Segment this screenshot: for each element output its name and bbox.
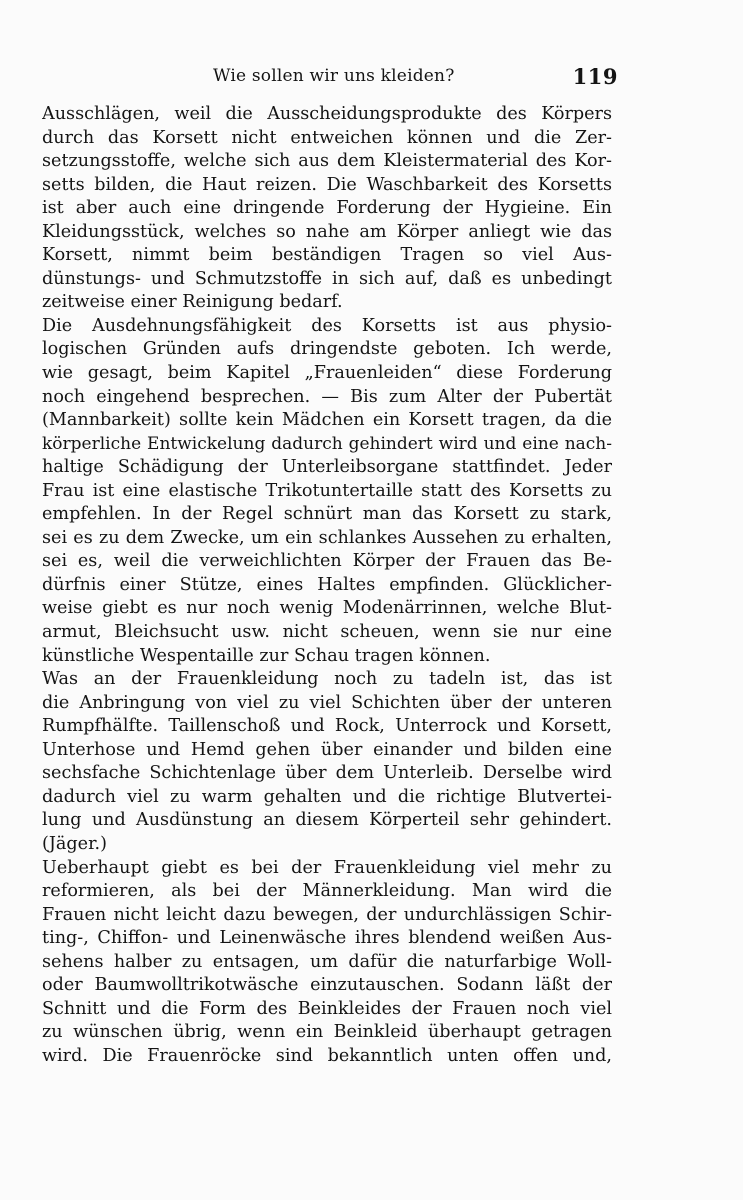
text-line: ist aber auch eine dringende Forderung der Hygieine. Ein xyxy=(42,198,612,219)
text-line: empfehlen. In der Regel schnürt man das Korsett zu stark, xyxy=(42,504,612,525)
body-text xyxy=(42,103,612,1068)
text-line: künstliche Wespentaille zur Schau tragen können. xyxy=(42,645,491,666)
text-line: sei es zu dem Zwecke, um ein schlankes Aussehen zu erhalten, xyxy=(42,527,612,548)
text-line: setzungsstoffe, welche sich aus dem Kleistermaterial des Kor- xyxy=(42,151,612,172)
text-line: wird. Die Frauenröcke sind bekanntlich unten offen und, xyxy=(42,1045,612,1066)
text-line: logischen Gründen aufs dringendste geboten. Ich werde, xyxy=(42,339,612,360)
text-line: wie gesagt, beim Kapitel „Frauenleiden“ diese Forderung xyxy=(42,363,612,384)
text-line: sei es, weil die verweichlichten Körper der Frauen das Be- xyxy=(42,551,612,572)
text-line: zeitweise einer Reinigung bedarf. xyxy=(42,292,343,313)
text-line: (Jäger.) xyxy=(42,833,108,854)
page-number: 119 xyxy=(572,64,618,89)
text-line: oder Baumwolltrikotwäsche einzutauschen. Sodann läßt der xyxy=(42,975,612,996)
text-line: setts bilden, die Haut reizen. Die Waschbarkeit des Korsetts xyxy=(42,174,612,195)
text-line: Schnitt und die Form des Beinkleides der Frauen noch viel xyxy=(42,998,612,1019)
text-line: die Anbringung von viel zu viel Schichten über der unteren xyxy=(42,692,612,713)
text-line: zu wünschen übrig, wenn ein Beinkleid überhaupt getragen xyxy=(42,1022,612,1043)
text-line: dürfnis einer Stütze, eines Haltes empfinden. Glücklicher- xyxy=(42,574,612,595)
text-line: noch eingehend besprechen. — Bis zum Alter der Pubertät xyxy=(42,386,612,407)
text-line: sehens halber zu entsagen, um dafür die naturfarbige Woll- xyxy=(42,951,612,972)
text-line: Frauen nicht leicht dazu bewegen, der undurchlässigen Schir- xyxy=(42,904,612,925)
text-line: Frau ist eine elastische Trikotuntertaille statt des Korsetts zu xyxy=(42,480,612,501)
text-line: Kleidungsstück, welches so nahe am Körper anliegt wie das xyxy=(42,221,612,242)
text-line: Ausschlägen, weil die Ausscheidungsprodukte des Körpers xyxy=(42,104,612,124)
text-line: Unterhose und Hemd gehen über einander und bilden eine xyxy=(42,739,612,760)
text-line: Die Ausdehnungsfähigkeit des Korsetts ist aus physio- xyxy=(42,315,612,336)
text-line: weise giebt es nur noch wenig Modenärrinnen, welche Blut- xyxy=(42,598,612,619)
text-line: Ueberhaupt giebt es bei der Frauenkleidung viel mehr zu xyxy=(42,857,612,878)
text-line: (Mannbarkeit) sollte kein Mädchen ein Korsett tragen, da die xyxy=(42,410,612,431)
running-title: Wie sollen wir uns kleiden? xyxy=(213,66,455,86)
text-line: armut, Bleichsucht usw. nicht scheuen, wenn sie nur eine xyxy=(42,622,612,643)
text-line: haltige Schädigung der Unterleibsorgane stattfindet. Jeder xyxy=(42,457,612,478)
page-header xyxy=(98,66,618,96)
text-line: ting-, Chiffon- und Leinenwäsche ihres blendend weißen Aus- xyxy=(42,928,612,949)
text-line: Rumpfhälfte. Taillenschoß und Rock, Unterrock und Korsett, xyxy=(42,716,612,737)
text-line: Korsett, nimmt beim beständigen Tragen so viel Aus- xyxy=(42,245,612,266)
text-line: durch das Korsett nicht entweichen können und die Zer- xyxy=(42,127,612,148)
text-line: lung und Ausdünstung an diesem Körperteil sehr gehindert. xyxy=(42,810,612,831)
text-line: reformieren, als bei der Männerkleidung. Man wird die xyxy=(42,881,612,902)
text-line: dünstungs- und Schmutzstoffe in sich auf, daß es unbedingt xyxy=(42,268,612,289)
text-line: körperliche Entwickelung dadurch gehindert wird und eine nach- xyxy=(42,433,612,454)
text-line: Was an der Frauenkleidung noch zu tadeln ist, das ist xyxy=(42,669,612,690)
text-line: dadurch viel zu warm gehalten und die richtige Blutvertei- xyxy=(42,786,612,807)
text-line: sechsfache Schichtenlage über dem Unterleib. Derselbe wird xyxy=(42,763,612,784)
